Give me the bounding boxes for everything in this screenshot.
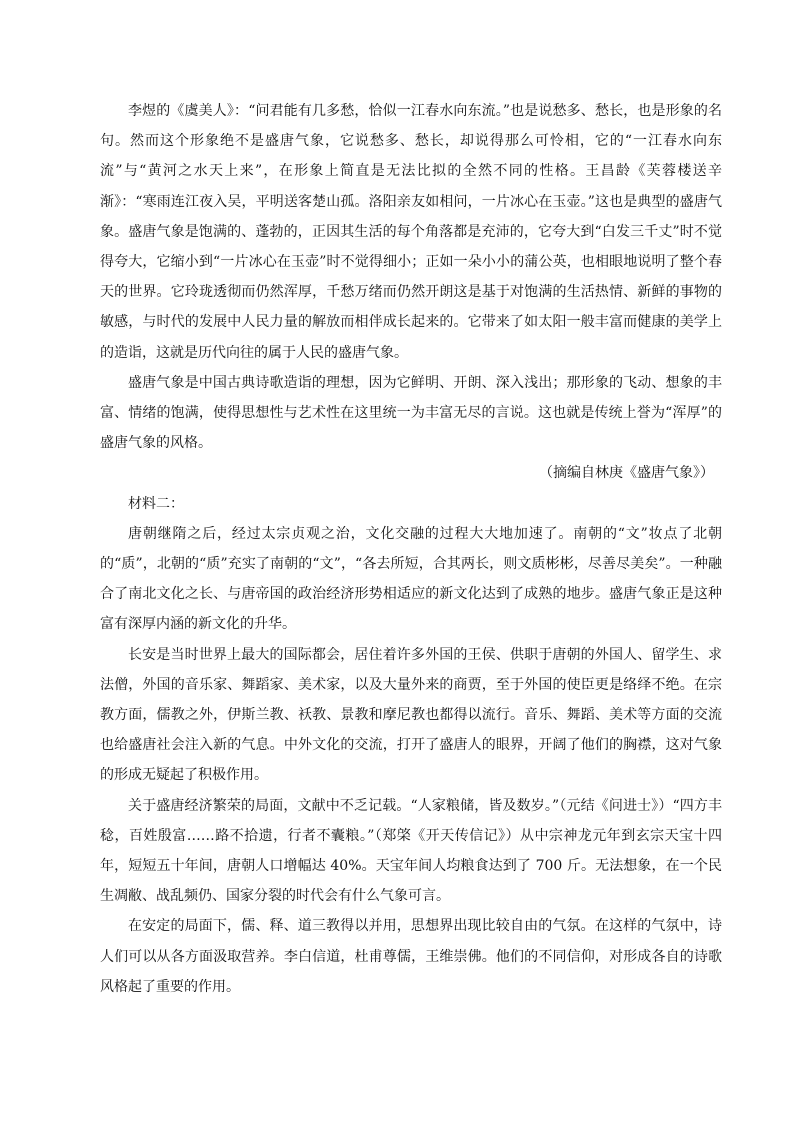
paragraph-changan-metropolis: 长安是当时世界上最大的国际都会，居住着许多外国的王侯、供职于唐朝的外国人、留学生、求法僧，外国的音乐家、舞蹈家、美术家，以及大量外来的商贾，至于外国的使臣更是络绎不绝。在宗教方面，儒教之外，伊斯兰教、袄教、景教和摩尼教也都得以流行。音乐、舞蹈、美术等方面的交流也给盛唐社会注入新的气息。中外文化的交流，打开了盛唐人的眼界，开阔了他们的胸襟，这对气象的形成无疑起了积极作用。 [100, 646, 722, 784]
paragraph-li-yu-poem: 李煜的《虞美人》：“问君能有几多愁，恰似一江春水向东流。”也是说愁多、愁长，也是形象的名句。然而这个形象绝不是盛唐气象，它说愁多、愁长，却说得那么可怜相，它的“一江春水向东流”与“黄河之水天上来”，在形象上简直是无法比拟的全然不同的性格。王昌龄《芙蓉楼送辛渐》：“寒雨连江夜入吴，平明送客楚山孤。洛阳亲友如相问，一片冰心在玉壶。”这也是典型的盛唐气象。盛唐气象是饱满的、蓬勃的，正因其生活的每个角落都是充沛的，它夸大到“白发三千丈”时不觉得夸大，它缩小到“一片冰心在玉壶”时不觉得细小；正如一朵小小的蒲公英，也相眼地说明了整个春天的世界。它玲珑透彻而仍然浑厚，千愁万绪而仍然开朗这是基于对饱满的生活热情、新鲜的事物的敏感，与时代的发展中人民力量的解放而相伴成长起来的。它带来了如太阳一般丰富而健康的美学上的造诣，这就是历代向往的属于人民的盛唐气象。 [100, 103, 722, 361]
document-body [100, 96, 722, 1002]
paragraph-ideal-of-poetry: 盛唐气象是中国古典诗歌造诣的理想，因为它鲜明、开朗、深入浅出；那形象的飞动、想象的丰富、情绪的饱满，使得思想性与艺术性在这里统一为丰富无尽的言说。这也就是传统上誉为“浑厚”的盛唐气象的风格。 [100, 374, 722, 452]
paragraph-cultural-fusion: 唐朝继隋之后，经过太宗贞观之治，文化交融的过程大大地加速了。南朝的“文”妆点了北朝的“质”，北朝的“质”充实了南朝的“文”，“各去所短，合其两长，则文质彬彬，尽善尽美矣”。一种融合了南北文化之长、与唐帝国的政治经济形势相适应的新文化达到了成熟的地步。盛唐气象正是这种富有深厚内涵的新文化的升华。 [100, 525, 722, 633]
paragraph-three-teachings: 在安定的局面下，儒、释、道三教得以并用，思想界出现比较自由的气氛。在这样的气氛中，诗人们可以从各方面汲取营养。李白信道，杜甫尊儒，王维崇佛。他们的不同信仰，对形成各自的诗歌风格起了重要的作用。 [100, 918, 722, 995]
material-two-heading: 材料二： [128, 495, 184, 512]
paragraph-economic-prosperity: 关于盛唐经济繁荣的局面，文献中不乏记载。“人家粮储，皆及数岁。”（元结《问进士》）“四方丰稔，百姓殷富……路不拾遗，行者不囊粮。”（郑棨《开天传信记》）从中宗神龙元年到玄宗天宝十四年，短短五十年间，唐朝人口增幅达 40%。天宝年间人均粮食达到了 700 斤。无法想象，在一个民生凋敝、战乱频仍、国家分裂的时代会有什么气象可言。 [100, 797, 722, 905]
source-citation: （摘编自林庚《盛唐气象》） [539, 465, 714, 482]
